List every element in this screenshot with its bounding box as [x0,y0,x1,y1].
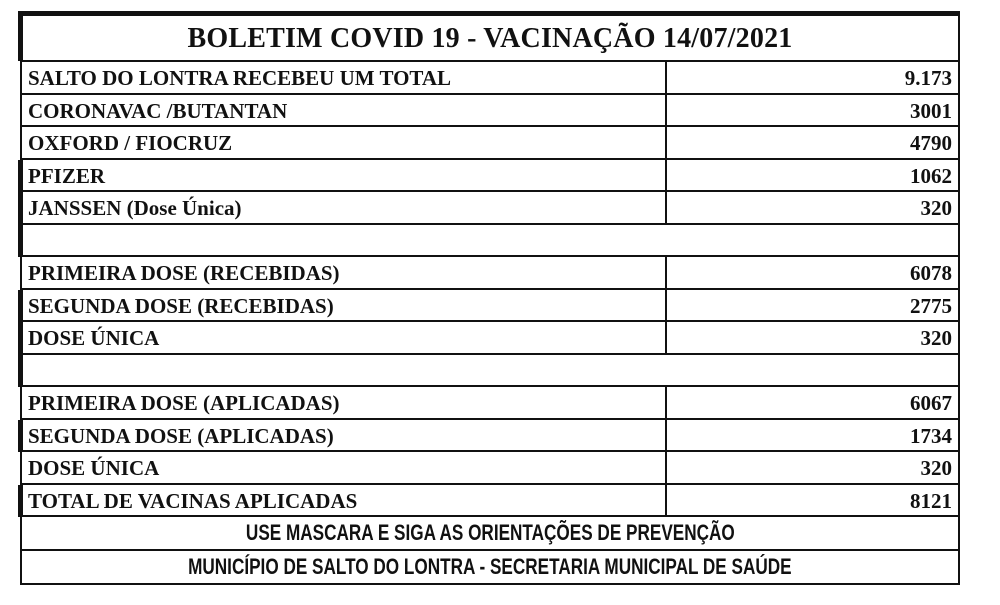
row-label: TOTAL DE VACINAS APLICADAS [22,485,667,516]
row-value: 2775 [910,293,952,318]
spacer-row [22,225,958,258]
table-row-single-dose-received [22,322,958,355]
row-label: PRIMEIRA DOSE (RECEBIDAS) [22,257,667,288]
row-value: 9.173 [904,66,952,90]
row-label: CORONAVAC /BUTANTAN [22,95,667,126]
prevention-notice-text: USE MASCARA E SIGA AS ORIENTAÇÕES DE PREVENÇÃO [245,520,735,545]
row-value: 6078 [910,261,952,285]
row-label: SEGUNDA DOSE (APLICADAS) [22,420,667,451]
table-row-second-dose-received [22,290,958,323]
issuer-footer-text: MUNICÍPIO DE SALTO DO LONTRA - SECRETARIA MUNICIPAL DE SAÚDE [188,554,792,579]
table-row-pfizer [22,160,958,193]
row-label: SALTO DO LONTRA RECEBEU UM TOTAL [22,62,667,93]
row-value: 320 [920,456,952,480]
row-label: DOSE ÚNICA [22,322,667,353]
row-label: PRIMEIRA DOSE (APLICADAS) [22,387,667,418]
spacer-row [22,355,958,388]
issuer-footer [22,551,958,583]
bulletin-table [20,11,960,585]
row-label: OXFORD / FIOCRUZ [22,127,667,158]
table-row-total-received [22,62,958,95]
row-value: 3001 [910,98,952,123]
row-value: 1734 [910,423,952,448]
table-row-single-dose-applied [22,452,958,485]
table-row-coronavac [22,95,958,128]
row-label: PFIZER [22,160,667,191]
table-row-janssen [22,192,958,225]
row-value: 320 [920,196,952,220]
row-value: 1062 [910,163,952,188]
table-row-total-applied [22,485,958,518]
table-row-oxford [22,127,958,160]
row-label: SEGUNDA DOSE (RECEBIDAS) [22,290,667,321]
table-row-second-dose-applied [22,420,958,453]
row-label: JANSSEN (Dose Única) [22,192,667,223]
row-label: DOSE ÚNICA [22,452,667,483]
bulletin-title: BOLETIM COVID 19 - VACINAÇÃO 14/07/2021 [22,16,958,62]
row-value: 8121 [910,488,952,513]
prevention-notice [22,517,958,551]
table-row-first-dose-received [22,257,958,290]
row-value: 4790 [910,131,952,155]
row-value: 6067 [910,391,952,415]
table-row-first-dose-applied [22,387,958,420]
row-value: 320 [920,326,952,350]
